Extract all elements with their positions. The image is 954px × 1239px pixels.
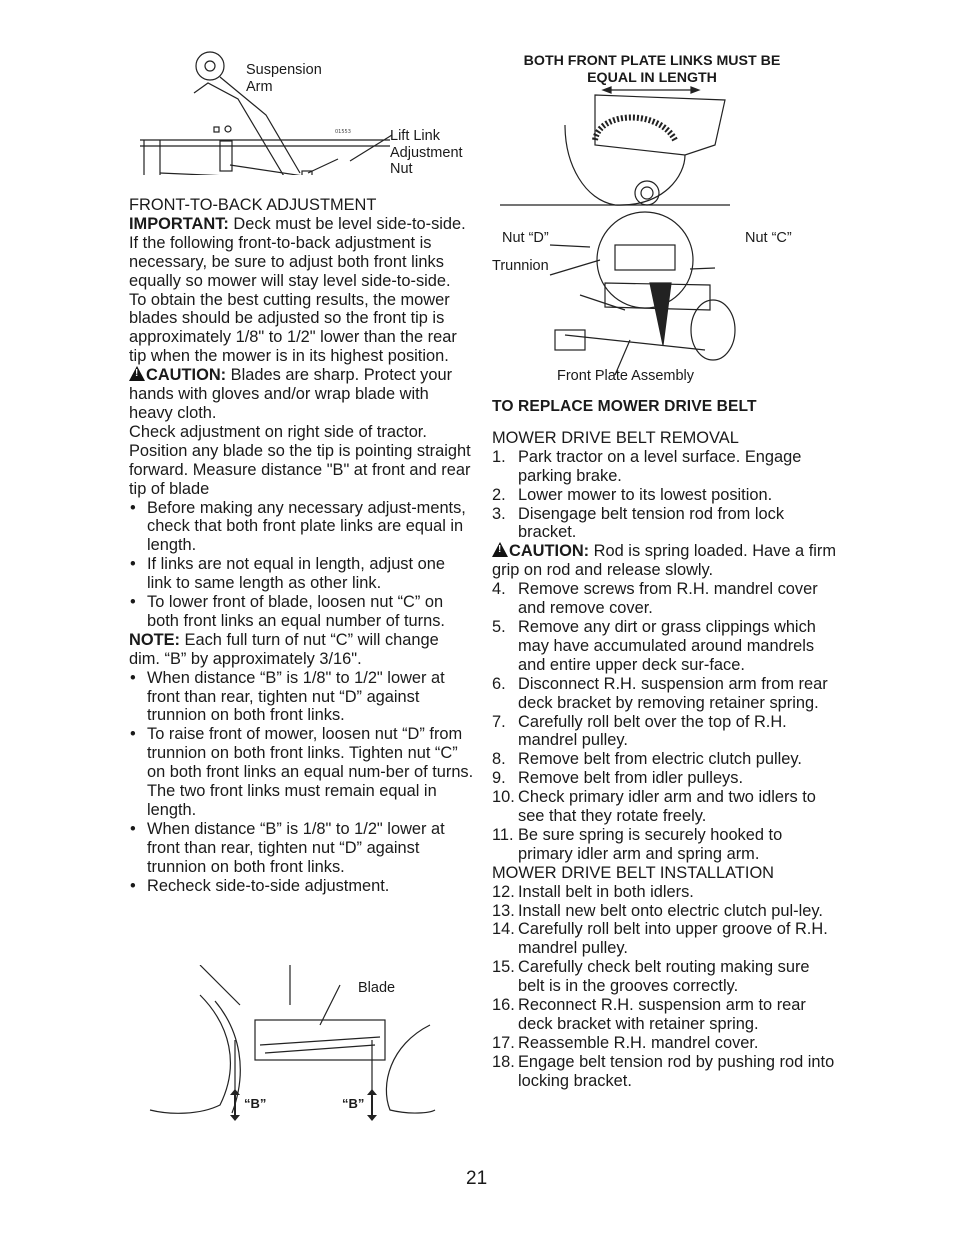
left-column [129, 196, 474, 896]
caution-paragraph [492, 542, 837, 580]
bullet-list-2 [129, 669, 474, 896]
distance-b-label: “B” [244, 1096, 267, 1111]
step-number: 15. [492, 958, 515, 977]
list-item [492, 769, 837, 788]
list-item [492, 750, 837, 769]
list-item [492, 920, 837, 958]
note-paragraph [129, 631, 474, 669]
step-text: Remove belt from idler pulleys. [518, 769, 744, 788]
list-item [492, 996, 837, 1034]
list-item [492, 505, 837, 543]
step-text: Install belt in both idlers. [518, 882, 694, 901]
list-item: • To raise front of mower, loosen nut “D” from trunnion on both front links. Tighten nut “C” on both front links an equal num-ber of turns. The two front links must remain equal in length. [129, 725, 474, 820]
page-number: 21 [466, 1168, 488, 1189]
step-text: Reconnect R.H. suspension arm to rear deck bracket with retainer spring. [518, 996, 806, 1033]
step-number: 14. [492, 920, 515, 939]
step-text: Park tractor on a level surface. Engage parking brake. [518, 447, 802, 485]
step-number: 9. [492, 769, 506, 788]
step-number: 6. [492, 674, 506, 693]
important-paragraph [129, 215, 474, 291]
important-text: Deck must be level side-to-side. If the following front-to-back adjustment is necessary, be sure to adjust both front links equally so mower will stay level side-to-side. [129, 214, 466, 290]
list-item: • When distance “B” is 1/8" to 1/2" lower at front than rear, tighten nut “D” against trunnion on both front links. [129, 820, 474, 877]
front-plate-assembly-label: Front Plate Assembly [557, 368, 694, 384]
list-item [492, 713, 837, 751]
installation-heading: MOWER DRIVE BELT INSTALLATION [492, 863, 775, 882]
nut-d-label: Nut “D” [502, 230, 549, 246]
installation-steps [492, 883, 837, 1091]
step-text: Engage belt tension rod by pushing rod into locking bracket. [518, 1052, 835, 1090]
svg-text:01553: 01553 [335, 129, 351, 135]
step-number: 1. [492, 447, 506, 466]
step-text: Disengage belt tension rod from lock bracket. [518, 504, 785, 542]
removal-steps-b [492, 580, 837, 864]
cutting-paragraph: To obtain the best cutting results, the mower blades should be adjusted so the front tip is approximately 1/8" to 1/2" lower than the rear tip when the mower is in its highest position. [129, 290, 457, 366]
suspension-arm-label: Suspension Arm [246, 62, 322, 95]
list-item [492, 675, 837, 713]
step-number: 4. [492, 580, 506, 599]
caution-icon [492, 542, 508, 557]
caution-label: CAUTION: [509, 542, 590, 561]
step-text: Lower mower to its lowest position. [518, 485, 773, 504]
list-item: • If links are not equal in length, adjust one link to same length as other link. [129, 555, 474, 593]
step-text: Be sure spring is securely hooked to primary idler arm and spring arm. [518, 825, 783, 863]
step-text: Disconnect R.H. suspension arm from rear deck bracket by removing retainer spring. [518, 674, 828, 712]
list-item [492, 580, 837, 618]
list-item [492, 826, 837, 864]
removal-steps-a [492, 448, 837, 543]
step-text: Remove belt from electric clutch pulley. [518, 750, 802, 769]
step-number: 10. [492, 788, 515, 807]
caution-icon [129, 366, 145, 381]
bullet-list-1 [129, 499, 474, 631]
caution-text: Blades are sharp. Protect your hands with gloves and/or wrap blade with heavy cloth. [129, 366, 453, 422]
list-item: • Recheck side-to-side adjustment. [129, 877, 474, 896]
step-text: Reassemble R.H. mandrel cover. [518, 1033, 759, 1052]
blade-label: Blade [358, 980, 396, 996]
step-number: 13. [492, 901, 515, 920]
step-number: 8. [492, 750, 506, 769]
step-number: 3. [492, 504, 506, 523]
step-number: 12. [492, 882, 515, 901]
step-text: Carefully roll belt over the top of R.H. mandrel pulley. [518, 712, 787, 750]
list-item: • To lower front of blade, loosen nut “C” on both front links an equal number of turns. [129, 593, 474, 631]
removal-heading: MOWER DRIVE BELT REMOVAL [492, 428, 739, 447]
distance-b-label: “B” [342, 1096, 365, 1111]
note-label: NOTE: [129, 630, 180, 649]
list-item: • Before making any necessary adjust-ments, check that both front plate links are equal in length. [129, 499, 474, 556]
list-item [492, 788, 837, 826]
front-plate-links-caption: BOTH FRONT PLATE LINKS MUST BE EQUAL IN LENGTH [523, 53, 781, 86]
caution-text: Rod is spring loaded. Have a firm grip on rod and release slowly. [492, 542, 837, 580]
important-label: IMPORTANT: [129, 214, 229, 233]
list-item [492, 902, 837, 921]
step-number: 7. [492, 712, 506, 731]
check-paragraph: Check adjustment on right side of tractor. Position any blade so the tip is pointing straight forward. Measure distance "B" at front and rear tip of blade [129, 422, 471, 498]
trunnion-label: Trunnion [492, 258, 549, 274]
step-number: 18. [492, 1052, 515, 1071]
caution-paragraph [129, 366, 474, 423]
step-text: Remove screws from R.H. mandrel cover and remove cover. [518, 580, 818, 618]
step-text: Check primary idler arm and two idlers to see that they rotate freely. [518, 788, 816, 826]
list-item [492, 618, 837, 675]
step-number: 2. [492, 485, 506, 504]
list-item [492, 486, 837, 505]
step-text: Carefully check belt routing making sure belt is in the grooves correctly. [518, 958, 810, 996]
step-number: 17. [492, 1033, 515, 1052]
step-number: 16. [492, 996, 515, 1015]
step-text: Install new belt onto electric clutch pul-ley. [518, 901, 823, 920]
step-text: Carefully roll belt into upper groove of R.H. mandrel pulley. [518, 920, 828, 958]
list-item: • When distance “B” is 1/8" to 1/2" lower at front than rear, tighten nut “D” against trunnion on both front links. [129, 669, 474, 726]
list-item [492, 1034, 837, 1053]
nut-c-label: Nut “C” [745, 230, 792, 246]
step-number: 5. [492, 617, 506, 636]
section-title-front-to-back: FRONT-TO-BACK ADJUSTMENT [129, 196, 377, 214]
right-column [492, 398, 837, 1091]
step-number: 11. [492, 825, 514, 844]
list-item [492, 448, 837, 486]
list-item [492, 958, 837, 996]
replace-belt-title: TO REPLACE MOWER DRIVE BELT [492, 398, 757, 415]
note-text: Each full turn of nut “C” will change dim. “B” by approximately 3/16". [129, 630, 439, 668]
lift-link-label: Lift Link Adjustment Nut [390, 128, 463, 178]
list-item [492, 1053, 837, 1091]
list-item [492, 883, 837, 902]
caution-label: CAUTION: [146, 366, 227, 385]
step-text: Remove any dirt or grass clippings which may have accumulated around mandrels and entire upper deck sur-face. [518, 617, 816, 674]
